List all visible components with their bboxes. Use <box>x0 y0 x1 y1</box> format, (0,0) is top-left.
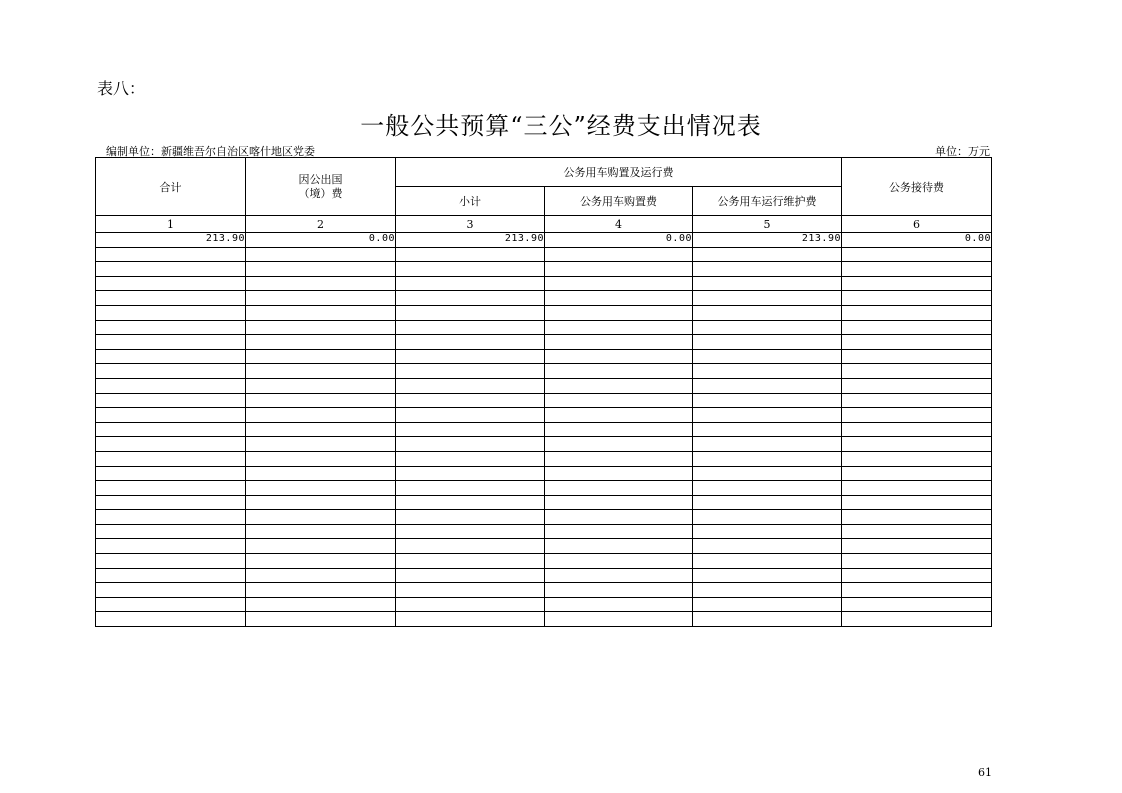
table-cell <box>96 583 246 598</box>
table-cell <box>246 247 396 262</box>
table-cell <box>545 451 693 466</box>
table-cell <box>246 291 396 306</box>
table-row <box>96 233 992 248</box>
table-row <box>96 524 992 539</box>
table-cell <box>693 568 842 583</box>
table-cell <box>693 378 842 393</box>
table-cell <box>396 422 545 437</box>
table-cell <box>842 495 992 510</box>
table-cell <box>396 554 545 569</box>
table-cell <box>693 276 842 291</box>
table-cell <box>96 437 246 452</box>
table-cell <box>693 481 842 496</box>
table-cell <box>96 568 246 583</box>
table-cell <box>246 378 396 393</box>
table-cell <box>246 597 396 612</box>
table-row <box>96 276 992 291</box>
table-row <box>96 364 992 379</box>
table-cell <box>246 349 396 364</box>
table-cell <box>545 612 693 627</box>
table-cell <box>96 262 246 277</box>
table-cell <box>693 408 842 423</box>
table-cell <box>96 510 246 525</box>
table-cell <box>96 291 246 306</box>
table-cell <box>693 495 842 510</box>
table-cell <box>545 597 693 612</box>
table-cell <box>842 451 992 466</box>
table-cell <box>96 393 246 408</box>
table-cell <box>246 539 396 554</box>
column-number: 4 <box>545 216 693 233</box>
table-cell <box>396 393 545 408</box>
table-cell <box>246 335 396 350</box>
table-cell <box>545 335 693 350</box>
table-cell <box>545 408 693 423</box>
table-cell <box>96 495 246 510</box>
table-cell <box>246 495 396 510</box>
table-cell <box>96 408 246 423</box>
table-cell <box>246 364 396 379</box>
table-cell <box>246 612 396 627</box>
table-cell <box>396 349 545 364</box>
header-vehicle-group: 公务用车购置及运行费 <box>396 158 842 187</box>
table-row <box>96 568 992 583</box>
table-cell <box>396 539 545 554</box>
table-cell <box>396 568 545 583</box>
table-cell <box>96 247 246 262</box>
table-cell <box>693 335 842 350</box>
table-cell <box>693 583 842 598</box>
table-cell: 213.90 <box>96 233 246 248</box>
header-reception: 公务接待费 <box>842 158 992 216</box>
table-cell <box>693 262 842 277</box>
table-cell <box>545 291 693 306</box>
header-subtotal: 小计 <box>396 187 545 216</box>
header-total: 合计 <box>96 158 246 216</box>
table-cell: 213.90 <box>396 233 545 248</box>
table-cell <box>96 466 246 481</box>
table-row <box>96 554 992 569</box>
table-row <box>96 335 992 350</box>
table-cell <box>693 247 842 262</box>
table-cell <box>842 437 992 452</box>
table-cell <box>545 305 693 320</box>
table-cell <box>545 510 693 525</box>
table-row <box>96 393 992 408</box>
table-cell <box>246 451 396 466</box>
table-cell <box>693 539 842 554</box>
table-cell <box>246 554 396 569</box>
table-cell <box>693 422 842 437</box>
table-cell <box>396 612 545 627</box>
table-cell <box>396 583 545 598</box>
table-row <box>96 510 992 525</box>
table-row <box>96 422 992 437</box>
table-cell <box>693 291 842 306</box>
table-cell <box>396 597 545 612</box>
table-cell <box>96 276 246 291</box>
table-cell <box>246 466 396 481</box>
table-cell <box>842 320 992 335</box>
table-row <box>96 349 992 364</box>
table-cell <box>842 393 992 408</box>
table-cell <box>693 437 842 452</box>
table-row <box>96 305 992 320</box>
table-cell <box>396 510 545 525</box>
table-cell <box>545 466 693 481</box>
table-cell <box>246 262 396 277</box>
table-cell <box>842 597 992 612</box>
table-cell <box>246 510 396 525</box>
table-cell <box>396 305 545 320</box>
column-number: 1 <box>96 216 246 233</box>
table-cell <box>693 597 842 612</box>
table-number-label: 表八： <box>97 79 146 98</box>
table-cell <box>246 583 396 598</box>
table-cell <box>693 393 842 408</box>
table-cell <box>842 466 992 481</box>
table-cell <box>246 320 396 335</box>
table-row <box>96 291 992 306</box>
table-cell <box>246 408 396 423</box>
table-cell <box>246 568 396 583</box>
table-cell <box>693 510 842 525</box>
table-cell: 0.00 <box>842 233 992 248</box>
column-number: 6 <box>842 216 992 233</box>
table-cell <box>396 408 545 423</box>
table-cell <box>842 408 992 423</box>
table-cell <box>545 276 693 291</box>
table-cell <box>842 349 992 364</box>
table-row <box>96 451 992 466</box>
table-cell <box>842 539 992 554</box>
table-cell <box>246 305 396 320</box>
table-cell <box>545 524 693 539</box>
table-cell <box>693 524 842 539</box>
table-cell <box>246 276 396 291</box>
table-cell <box>842 364 992 379</box>
column-number: 3 <box>396 216 545 233</box>
table-row <box>96 466 992 481</box>
table-cell <box>545 583 693 598</box>
table-cell <box>396 481 545 496</box>
table-row <box>96 408 992 423</box>
table-cell <box>96 305 246 320</box>
table-cell <box>96 539 246 554</box>
table-cell <box>842 262 992 277</box>
table-cell <box>396 320 545 335</box>
table-cell <box>842 378 992 393</box>
table-cell <box>96 481 246 496</box>
table-cell <box>693 320 842 335</box>
table-cell <box>96 554 246 569</box>
table-cell <box>693 305 842 320</box>
table-cell <box>246 437 396 452</box>
table-cell: 0.00 <box>246 233 396 248</box>
table-cell: 0.00 <box>545 233 693 248</box>
table-cell <box>396 335 545 350</box>
unit-of-measure: 单位：万元 <box>935 145 990 158</box>
table-cell <box>396 364 545 379</box>
table-row <box>96 495 992 510</box>
table-cell <box>693 349 842 364</box>
table-cell <box>842 481 992 496</box>
table-cell <box>545 422 693 437</box>
table-cell <box>246 524 396 539</box>
table-cell <box>545 320 693 335</box>
table-cell <box>842 335 992 350</box>
table-cell <box>396 524 545 539</box>
table-cell <box>842 554 992 569</box>
table-cell <box>396 451 545 466</box>
table-cell <box>545 364 693 379</box>
table-cell <box>693 451 842 466</box>
table-cell <box>96 378 246 393</box>
table-row <box>96 378 992 393</box>
table-cell <box>693 612 842 627</box>
table-cell <box>693 364 842 379</box>
table-cell <box>96 597 246 612</box>
table-cell <box>842 524 992 539</box>
table-cell <box>545 262 693 277</box>
table-cell <box>842 305 992 320</box>
table-cell <box>545 349 693 364</box>
table-row <box>96 437 992 452</box>
header-vehicle-operation: 公务用车运行维护费 <box>693 187 842 216</box>
table-cell <box>842 422 992 437</box>
table-row <box>96 612 992 627</box>
table-cell <box>96 320 246 335</box>
table-row <box>96 481 992 496</box>
table-cell <box>842 583 992 598</box>
table-cell: 213.90 <box>693 233 842 248</box>
header-vehicle-purchase: 公务用车购置费 <box>545 187 693 216</box>
table-cell <box>842 291 992 306</box>
page-title: 一般公共预算“三公”经费支出情况表 <box>360 112 762 140</box>
table-cell <box>396 495 545 510</box>
table-cell <box>545 539 693 554</box>
table-cell <box>96 524 246 539</box>
table-cell <box>545 495 693 510</box>
table-row <box>96 539 992 554</box>
table-cell <box>96 451 246 466</box>
table-cell <box>545 437 693 452</box>
table-row <box>96 583 992 598</box>
table-cell <box>693 466 842 481</box>
table-row <box>96 247 992 262</box>
expenditure-table <box>95 157 992 627</box>
table-cell <box>545 378 693 393</box>
column-number: 2 <box>246 216 396 233</box>
table-cell <box>396 262 545 277</box>
table-cell <box>842 612 992 627</box>
table-cell <box>842 247 992 262</box>
table-cell <box>246 481 396 496</box>
table-cell <box>693 554 842 569</box>
table-row <box>96 597 992 612</box>
table-cell <box>545 393 693 408</box>
table-cell <box>396 378 545 393</box>
table-cell <box>396 247 545 262</box>
table-cell <box>545 481 693 496</box>
table-cell <box>396 466 545 481</box>
table-cell <box>246 422 396 437</box>
table-cell <box>842 568 992 583</box>
table-cell <box>545 554 693 569</box>
table-cell <box>396 437 545 452</box>
table-cell <box>96 422 246 437</box>
table-cell <box>842 510 992 525</box>
page-number: 61 <box>978 766 992 779</box>
table-row <box>96 320 992 335</box>
table-cell <box>396 291 545 306</box>
compiling-unit: 编制单位：新疆维吾尔自治区喀什地区党委 <box>106 145 315 158</box>
table-cell <box>96 335 246 350</box>
table-cell <box>396 276 545 291</box>
table-cell <box>96 612 246 627</box>
table-row <box>96 262 992 277</box>
table-cell <box>545 568 693 583</box>
header-abroad: 因公出国（境）费 <box>246 158 396 216</box>
table-cell <box>545 247 693 262</box>
table-cell <box>96 364 246 379</box>
table-cell <box>96 349 246 364</box>
table-cell <box>246 393 396 408</box>
table-cell <box>842 276 992 291</box>
column-number: 5 <box>693 216 842 233</box>
